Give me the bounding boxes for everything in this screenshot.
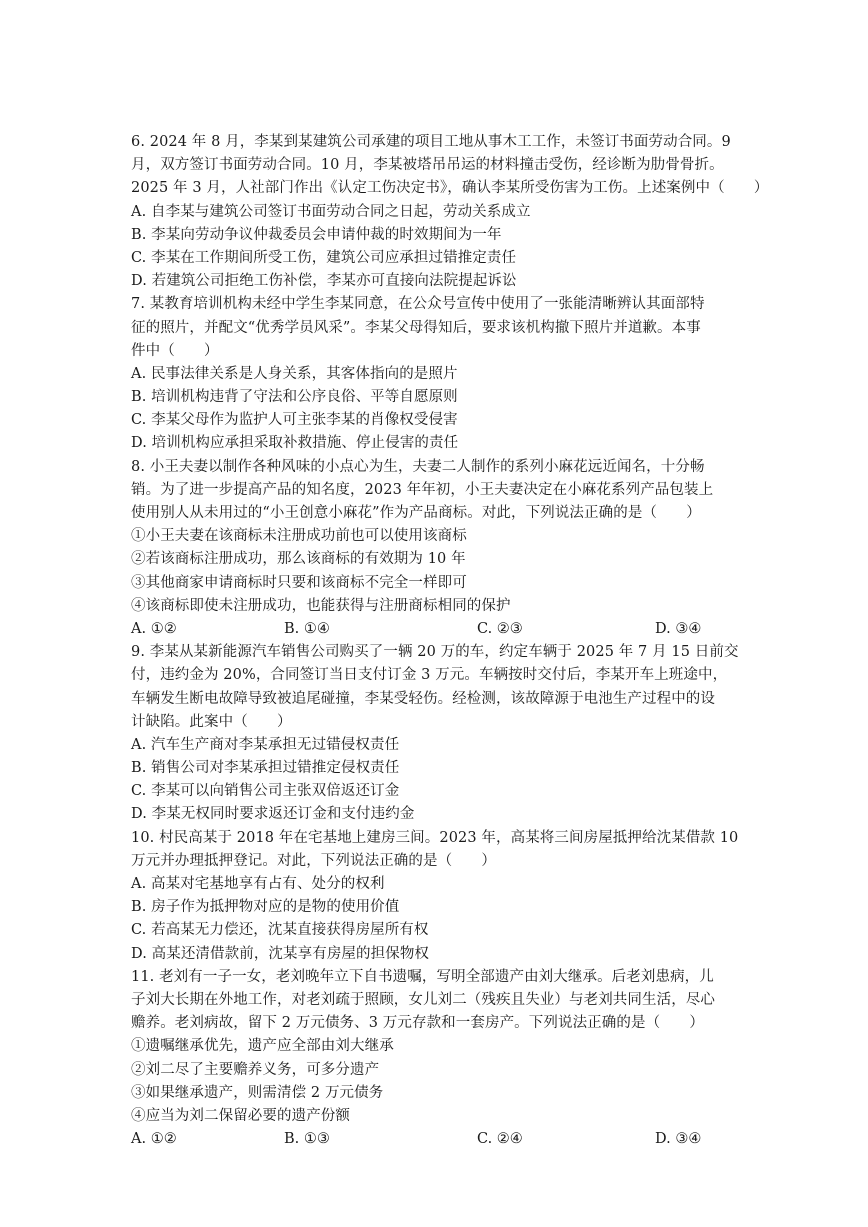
option-a: A. 民事法律关系是人身关系，其客体指向的是照片 [131, 365, 458, 382]
option-b: B. 李某向劳动争议仲裁委员会申请仲裁的时效期间为一年 [131, 226, 502, 243]
statement-3: ③如果继承遗产，则需清偿 2 万元债务 [131, 1084, 384, 1101]
statement-2: ②若该商标注册成功，那么该商标的有效期为 10 年 [131, 551, 466, 568]
choice-d: D. ③④ [655, 1131, 702, 1148]
option-d: D. 若建筑公司拒绝工伤补偿，李某亦可直接向法院提起诉讼 [131, 273, 517, 290]
question-stem-line: 件中（ ） [131, 342, 219, 359]
choice-a: A. ①② [131, 620, 177, 637]
question-stem-line: 10. 村民高某于 2018 年在宅基地上建房三间。2023 年，高某将三间房屋抵押给沈某借款 10 [131, 829, 739, 846]
option-c: C. 李某父母作为监护人可主张李某的肖像权受侵害 [131, 412, 458, 429]
choice-row [131, 1128, 741, 1151]
question-stem-line: 计缺陷。此案中（ ） [131, 713, 292, 730]
question-stem-line: 11. 老刘有一子一女，老刘晚年立下自书遗嘱，写明全部遗产由刘大继承。后老刘患病，儿 [131, 968, 714, 985]
option-c: C. 李某在工作期间所受工伤，建筑公司应承担过错推定责任 [131, 249, 517, 266]
choice-b: B. ①③ [284, 1131, 330, 1148]
question-7 [131, 293, 741, 455]
option-a: A. 高某对宅基地享有占有、处分的权利 [131, 876, 385, 892]
choice-a: A. ①② [131, 1131, 177, 1148]
option-b: B. 培训机构违背了守法和公序良俗、平等自愿原则 [131, 389, 458, 406]
choice-c: C. ②③ [477, 620, 523, 637]
question-stem-line: 付，违约金为 20%，合同签订当日支付订金 3 万元。车辆按时交付后，李某开车上班途中， [131, 667, 728, 684]
statement-4: ④应当为刘二保留必要的遗产份额 [131, 1107, 350, 1124]
question-10 [131, 827, 741, 966]
option-a: A. 自李某与建筑公司签订书面劳动合同之日起，劳动关系成立 [131, 203, 531, 220]
question-stem-line: 车辆发生断电故障导致被追尾碰撞，李某受轻伤。经检测，该故障源于电池生产过程中的设 [131, 690, 715, 707]
question-list [131, 131, 769, 1151]
statement-1: ①遗嘱继承优先，遗产应全部由刘大继承 [131, 1038, 394, 1055]
question-stem-line: 万元并办理抵押登记。对此，下列说法正确的是（ ） [131, 852, 496, 869]
choice-row [131, 618, 741, 641]
choice-d: D. ③④ [655, 620, 702, 637]
question-stem-line: 2025 年 3 月，人社部门作出《认定工伤决定书》，确认李某所受伤害为工伤。上述案例中（ ） [131, 180, 769, 197]
option-d: D. 高某还清借款前，沈某享有房屋的担保物权 [131, 945, 430, 962]
statement-2: ②刘二尽了主要赡养义务，可多分遗产 [131, 1061, 380, 1078]
question-stem-line: 9. 李某从某新能源汽车销售公司购买了一辆 20 万的车，约定车辆于 2025 年 7 月 15 日前交 [131, 644, 739, 661]
question-stem-line: 使用别人从未用过的“小王创意小麻花”作为产品商标。对此，下列说法正确的是（ ） [131, 505, 701, 521]
question-11 [131, 966, 741, 1152]
question-stem-line: 赡养。老刘病故，留下 2 万元债务、3 万元存款和一套房产。下列说法正确的是（ ） [131, 1015, 704, 1032]
question-stem-line: 6. 2024 年 8 月，李某到某建筑公司承建的项目工地从事木工工作，未签订书面劳动合同。9 [131, 134, 731, 150]
question-stem-line: 8. 小王夫妻以制作各种风味的小点心为生，夫妻二人制作的系列小麻花远近闻名，十分畅 [131, 458, 705, 475]
statement-3: ③其他商家申请商标时只要和该商标不完全一样即可 [131, 574, 467, 591]
choice-c: C. ②④ [477, 1131, 523, 1148]
question-stem-line: 月，双方签订书面劳动合同。10 月，李某被塔吊吊运的材料撞击受伤，经诊断为肋骨骨折。 [131, 157, 724, 174]
question-6 [131, 131, 769, 293]
option-b: B. 销售公司对李某承担过错推定侵权责任 [131, 760, 400, 777]
option-b: B. 房子作为抵押物对应的是物的使用价值 [131, 899, 400, 916]
option-c: C. 李某可以向销售公司主张双倍返还订金 [131, 783, 400, 800]
option-a: A. 汽车生产商对李某承担无过错侵权责任 [131, 736, 400, 753]
option-c: C. 若高某无力偿还，沈某直接获得房屋所有权 [131, 922, 429, 939]
question-stem-line: 征的照片，并配文“优秀学员风采”。李某父母得知后，要求该机构撤下照片并道歉。本事 [131, 319, 701, 336]
option-d: D. 李某无权同时要求返还订金和支付违约金 [131, 806, 415, 823]
statement-1: ①小王夫妻在该商标未注册成功前也可以使用该商标 [131, 528, 467, 545]
question-stem-line: 7. 某教育培训机构未经中学生李某同意，在公众号宣传中使用了一张能清晰辨认其面部特 [131, 296, 705, 313]
question-stem-line: 销。为了进一步提高产品的知名度，2023 年年初，小王夫妻决定在小麻花系列产品包装上 [131, 481, 714, 498]
question-9 [131, 641, 741, 827]
question-stem-line: 子刘大长期在外地工作，对老刘疏于照顾，女儿刘二（残疾且失业）与老刘共同生活，尽心 [131, 991, 715, 1008]
statement-4: ④该商标即使未注册成功，也能获得与注册商标相同的保护 [131, 597, 511, 614]
question-8 [131, 456, 741, 642]
choice-b: B. ①④ [284, 620, 330, 637]
option-d: D. 培训机构应承担采取补救措施、停止侵害的责任 [131, 435, 459, 452]
